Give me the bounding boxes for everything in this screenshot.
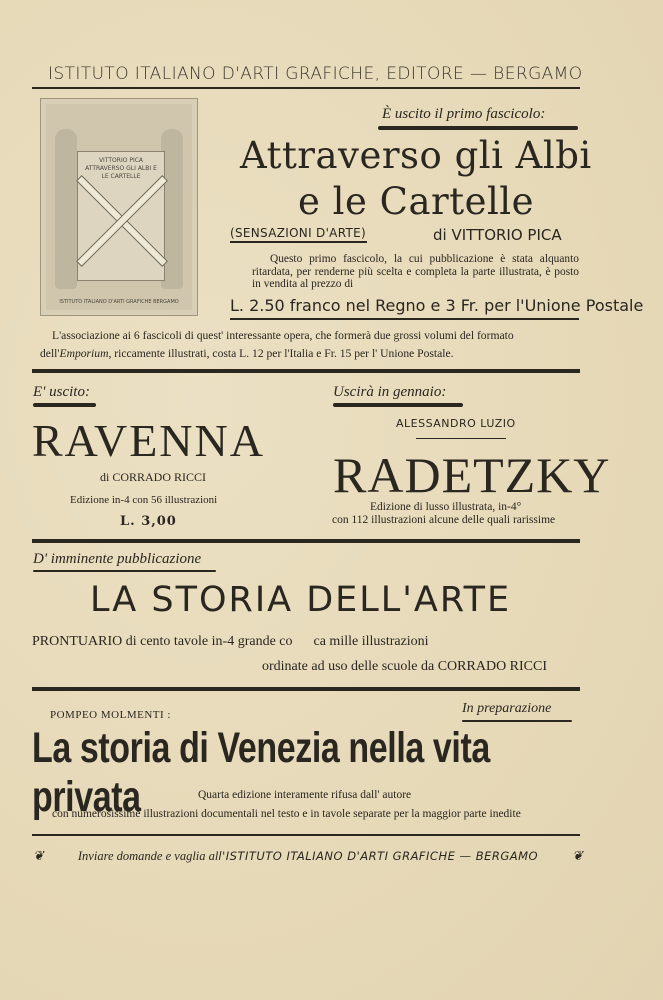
author-divider [416,438,506,439]
ravenna-price: L. 3,00 [120,514,177,529]
ordering-footer [33,848,583,864]
radetzky-author: ALESSANDRO LUZIO [396,417,516,430]
header-divider [32,87,580,89]
featured-description [252,253,579,291]
fleuron-icon: ❦ [572,848,583,863]
venezia-kicker: In preparazione [462,701,552,716]
radetzky-title: RADETZKY [333,447,611,503]
kicker-underline [462,720,572,722]
radetzky-edition-line2: con 112 illustrazioni alcune delle quali rarissime [332,514,556,526]
ravenna-kicker: E' uscito: [33,384,90,400]
storia-arte-title: LA STORIA DELL'ARTE [90,580,512,620]
kicker-underline [333,403,463,407]
section-divider [32,687,580,691]
featured-subtitle: (SENSAZIONI D'ARTE) [230,226,366,240]
featured-author: di VITTORIO PICA [433,226,562,244]
subtitle-underline [230,241,367,243]
kicker-underline [33,403,96,407]
ravenna-title: RAVENNA [32,415,265,466]
kicker-underline [33,570,216,572]
section-divider [32,539,580,543]
featured-kicker: È uscito il primo fascicolo: [382,106,546,122]
cover-footer-text: ISTITUTO ITALIANO D'ARTI GRAFICHE BERGAMO [59,299,179,305]
venezia-title: La storia di Venezia nella vita privata [32,724,490,821]
featured-title-line2: e le Cartelle [298,180,535,223]
emporium-title: Emporium [59,347,109,360]
radetzky-edition-line1: Edizione di lusso illustrata, in-4° [370,501,522,513]
footer-divider [32,834,580,836]
figure-left-illustration [55,129,77,289]
storia-arte-kicker: D' imminente pubblicazione [33,551,202,567]
footer-text-part1: Inviare domande e vaglia al [77,848,219,863]
featured-title-line1: Attraverso gli Albi [240,134,592,177]
footer-text-part2: l'ISTITUTO ITALIANO D'ARTI GRAFICHE — BERGAMO [218,848,539,863]
featured-price: L. 2.50 franco nel Regno e 3 Fr. per l'Unione Postale [230,296,644,315]
section-divider [32,369,580,373]
fleuron-icon: ❦ [33,848,44,863]
footer-text [78,849,538,864]
venezia-author: POMPEO MOLMENTI : [50,709,171,721]
venezia-edition-line1: Quarta edizione interamente rifusa dall' autore [198,789,412,801]
ravenna-edition: Edizione in-4 con 56 illustrazioni [70,494,218,506]
ravenna-author: di CORRADO RICCI [100,470,207,484]
subscription-text-1: L'associazione ai 6 fascicoli di quest' interessante opera, che formerà due grossi volumi del formato dell' [40,329,514,360]
radetzky-kicker: Uscirà in gennaio: [333,384,447,400]
storia-arte-line1: PRONTUARIO di cento tavole in-4 grande co ca mille illustrazioni [32,634,429,649]
kicker-underline [378,126,578,130]
subscription-note [40,327,585,363]
cover-panel-text: VITTORIO PICA ATTRAVERSO GLI ALBI E LE CARTELLE [85,157,157,180]
price-underline [230,318,579,320]
subscription-text-2: , riccamente illustrati, costa L. 12 per l'Italia e Fr. 15 per l' Unione Postale. [108,347,454,360]
cover-illustration [40,98,198,316]
venezia-edition-line2: con numerosissime illustrazioni documentali nel testo e in tavole separate per la maggior parte inedite [52,808,521,820]
featured-description-text: Questo primo fascicolo, la cui pubblicazione è stata alquanto ritardata, per renderne più scelta e completa la parte illustrata, è posto in vendita al prezzo di [252,253,579,290]
storia-arte-line2: ordinate ad uso delle scuole da CORRADO RICCI [262,659,548,674]
publisher-header: ISTITUTO ITALIANO D'ARTI GRAFICHE, EDITORE — BERGAMO [48,64,583,84]
